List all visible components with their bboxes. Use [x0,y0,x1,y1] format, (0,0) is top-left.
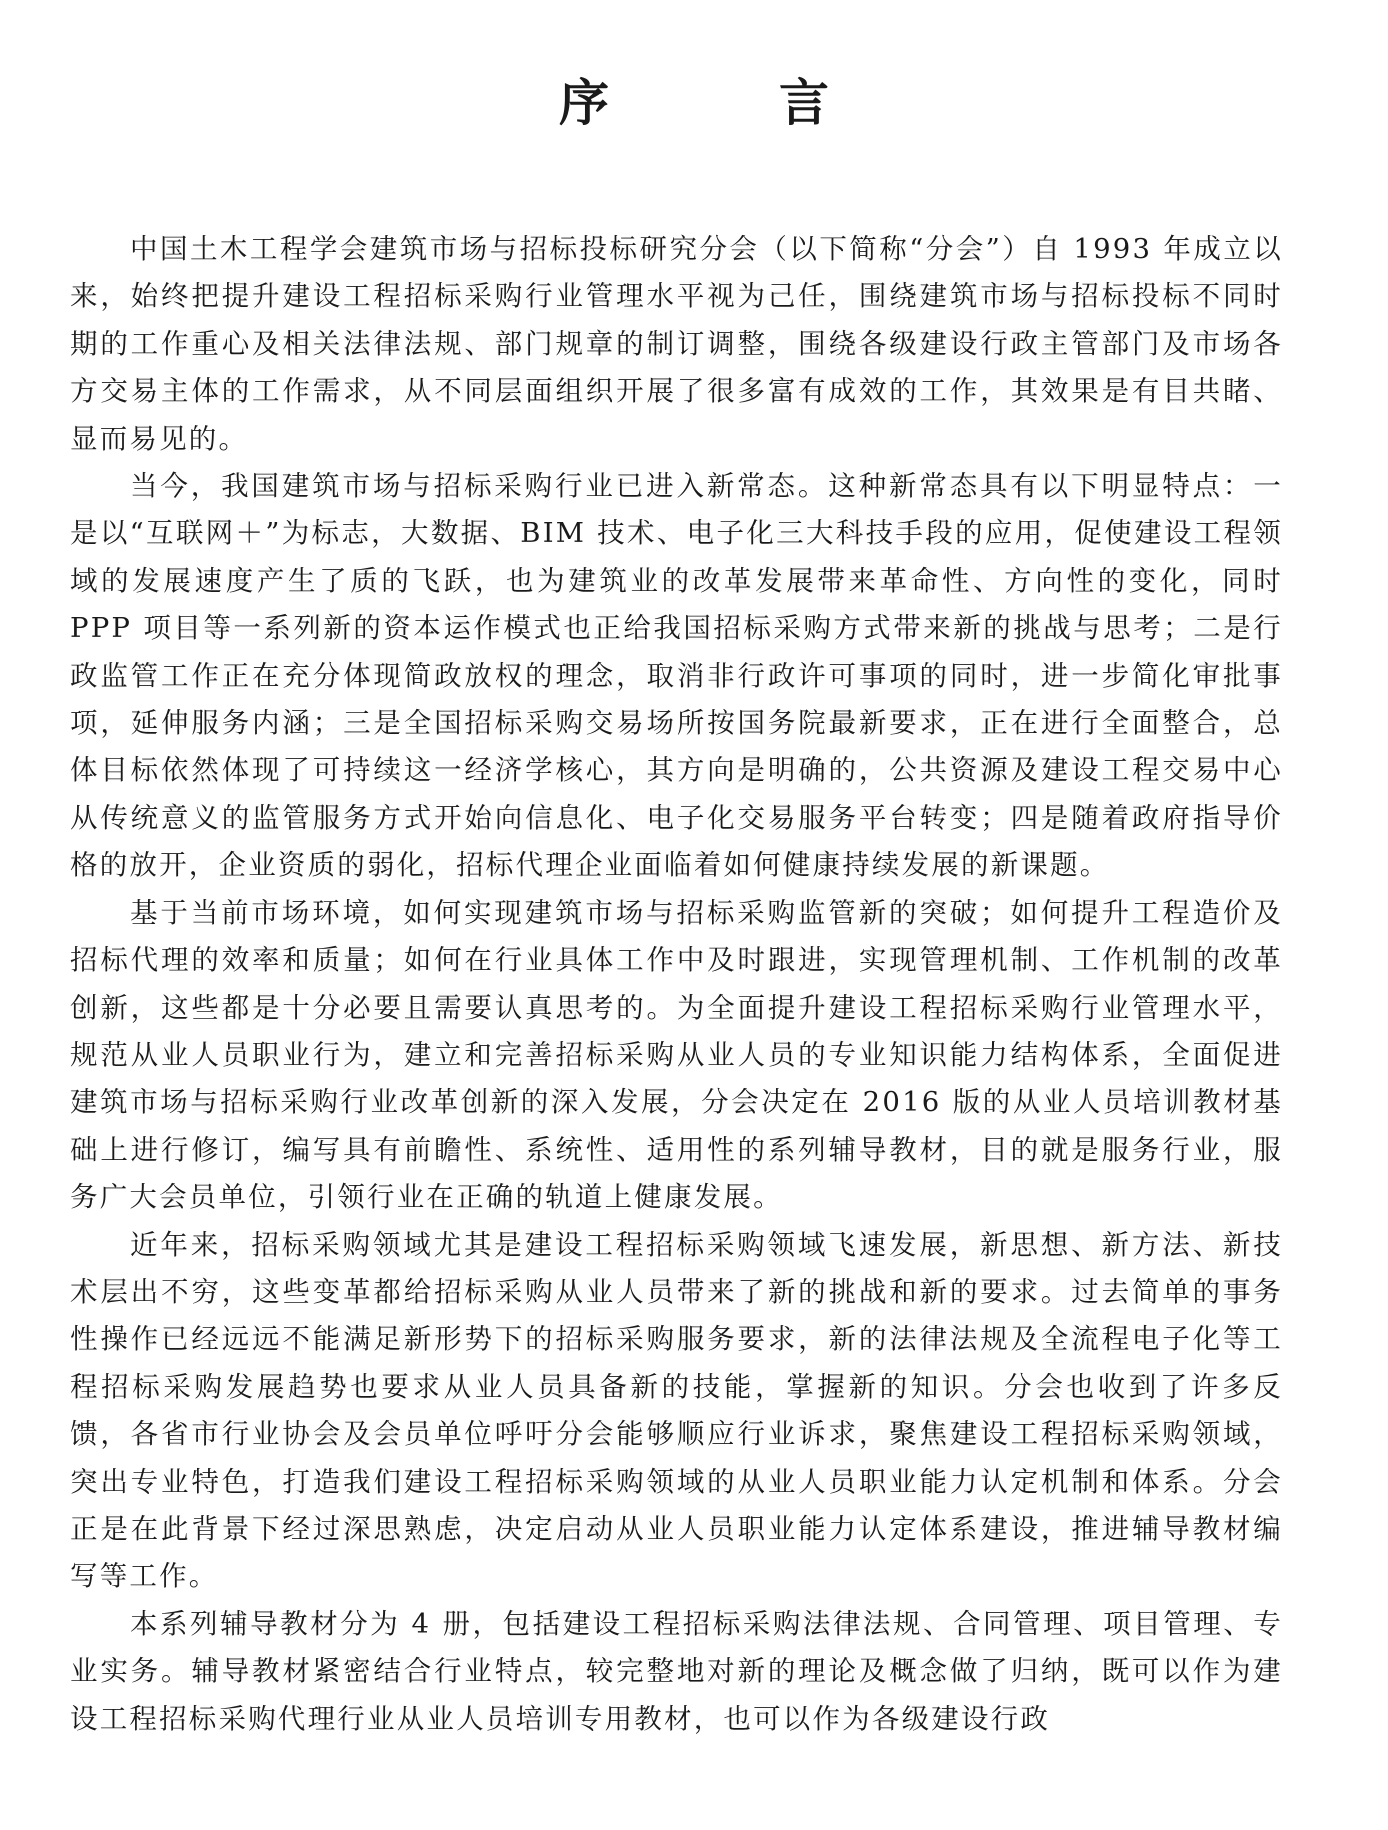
paragraph-1: 中国土木工程学会建筑市场与招标投标研究分会（以下简称“分会”）自 1993 年成立以来，始终把提升建设工程招标采购行业管理水平视为己任，围绕建筑市场与招标投标不同时期的工作重心及相关法律法规、部门规章的制订调整，围绕各级建设行政主管部门及市场各方交易主体的工作需求，从不同层面组织开展了很多富有成效的工作，其效果是有目共睹、显而易见的。 [70,233,1283,455]
preface-body [70,226,1283,1743]
paragraph-5: 本系列辅导教材分为 4 册，包括建设工程招标采购法律法规、合同管理、项目管理、专业实务。辅导教材紧密结合行业特点，较完整地对新的理论及概念做了归纳，既可以作为建设工程招标采购代理行业从业人员培训专用教材，也可以作为各级建设行政 [70,1607,1283,1735]
page-title: 序 言 [559,73,889,132]
paragraph-3: 基于当前市场环境，如何实现建筑市场与招标采购监管新的突破；如何提升工程造价及招标代理的效率和质量；如何在行业具体工作中及时跟进，实现管理机制、工作机制的改革创新，这些都是十分必要且需要认真思考的。为全面提升建设工程招标采购行业管理水平，规范从业人员职业行为，建立和完善招标采购从业人员的专业知识能力结构体系，全面促进建筑市场与招标采购行业改革创新的深入发展，分会决定在 2016 版的从业人员培训教材基础上进行修订，编写具有前瞻性、系统性、适用性的系列辅导教材，目的就是服务行业，服务广大会员单位，引领行业在正确的轨道上健康发展。 [70,896,1283,1214]
paragraph-4: 近年来，招标采购领域尤其是建设工程招标采购领域飞速发展，新思想、新方法、新技术层出不穷，这些变革都给招标采购从业人员带来了新的挑战和新的要求。过去简单的事务性操作已经远远不能满足新形势下的招标采购服务要求，新的法律法规及全流程电子化等工程招标采购发展趋势也要求从业人员具备新的技能，掌握新的知识。分会也收到了许多反馈，各省市行业协会及会员单位呼吁分会能够顺应行业诉求，聚焦建设工程招标采购领域，突出专业特色，打造我们建设工程招标采购领域的从业人员职业能力认定机制和体系。分会正是在此背景下经过深思熟虑，决定启动从业人员职业能力认定体系建设，推进辅导教材编写等工作。 [70,1228,1283,1593]
paragraph-2: 当今，我国建筑市场与招标采购行业已进入新常态。这种新常态具有以下明显特点：一是以“互联网＋”为标志，大数据、BIM 技术、电子化三大科技手段的应用，促使建设工程领域的发展速度产生了质的飞跃，也为建筑业的改革发展带来革命性、方向性的变化，同时 PPP 项目等一系列新的资本运作模式也正给我国招标采购方式带来新的挑战与思考；二是行政监管工作正在充分体现简政放权的理念，取消非行政许可事项的同时，进一步简化审批事项，延伸服务内涵；三是全国招标采购交易场所按国务院最新要求，正在进行全面整合，总体目标依然体现了可持续这一经济学核心，其方向是明确的，公共资源及建设工程交易中心从传统意义的监管服务方式开始向信息化、电子化交易服务平台转变；四是随着政府指导价格的放开，企业资质的弱化，招标代理企业面临着如何健康持续发展的新课题。 [70,470,1283,882]
